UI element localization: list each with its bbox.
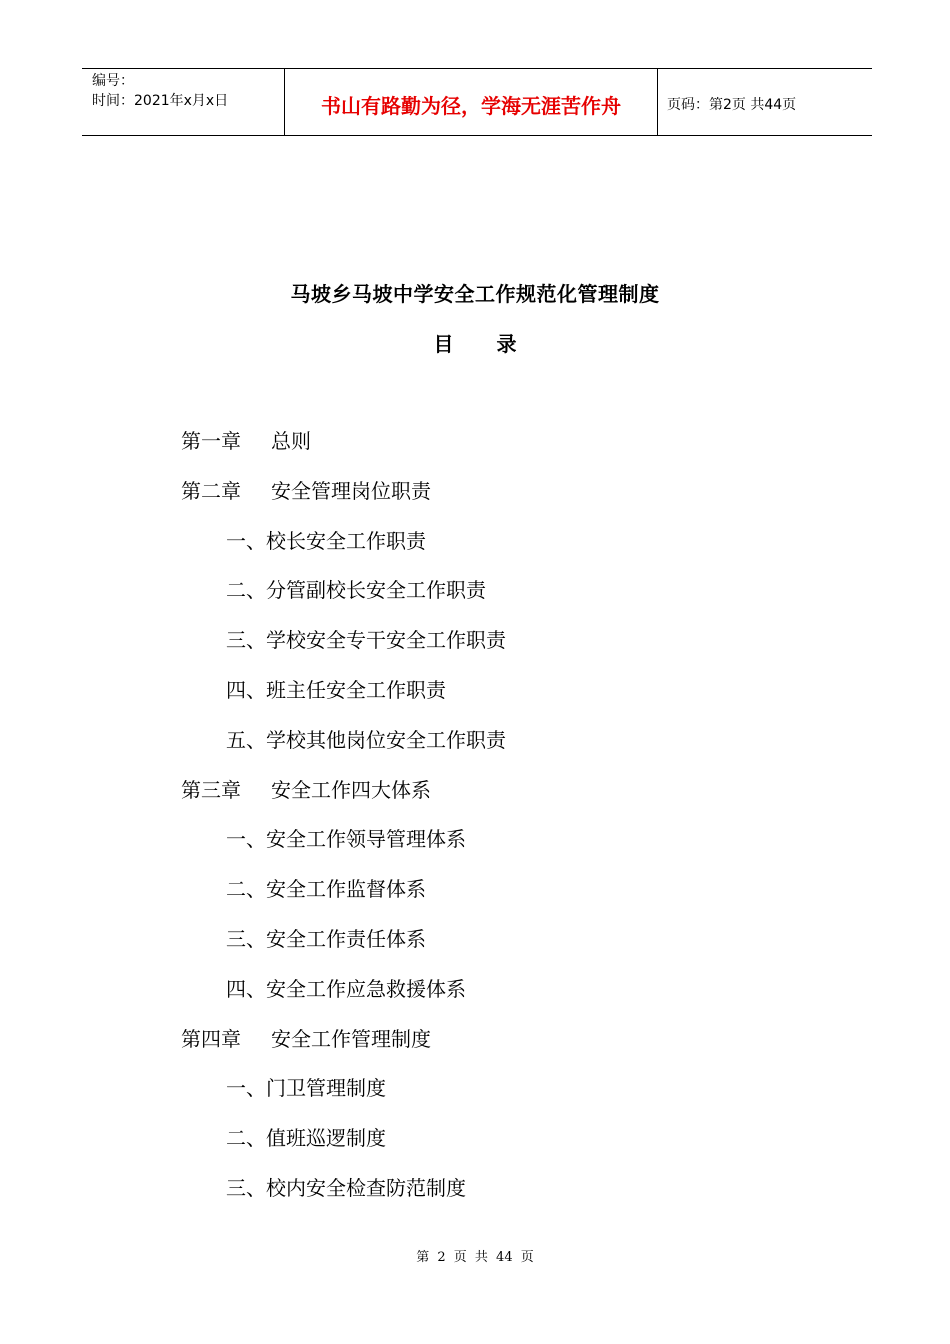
toc-chapter [0, 476, 950, 526]
page-header [82, 68, 872, 136]
toc-chapter-title: 总则 [271, 429, 311, 453]
toc-section: 二、分管副校长安全工作职责 [226, 578, 486, 603]
toc-section: 四、安全工作应急救援体系 [226, 976, 466, 1001]
document-title: 马坡乡马坡中学安全工作规范化管理制度 [290, 282, 660, 306]
toc-section: 三、安全工作责任体系 [226, 926, 426, 951]
toc-chapter [0, 775, 950, 825]
toc-section: 一、安全工作领导管理体系 [226, 827, 466, 852]
header-time: 时间：2021年x月x日 [92, 93, 229, 109]
toc-chapter [0, 426, 950, 476]
header-page-number: 页码：第2页 共44页 [667, 97, 797, 113]
toc-section: 四、班主任安全工作职责 [226, 677, 446, 702]
toc-section: 二、值班巡逻制度 [226, 1126, 386, 1151]
toc-chapter [0, 1024, 950, 1074]
toc-chapter-title: 安全工作管理制度 [271, 1026, 431, 1051]
toc-section: 一、校长安全工作职责 [226, 528, 426, 553]
toc-chapter-number: 第四章 [181, 1026, 241, 1051]
toc-heading: 目 录 [433, 332, 517, 356]
toc-section: 三、学校安全专干安全工作职责 [226, 628, 506, 653]
header-motto: 书山有路勤为径，学海无涯苦作舟 [284, 69, 658, 135]
page-footer: 第 2 页 共 44 页 [416, 1250, 534, 1265]
toc-section: 一、门卫管理制度 [226, 1076, 386, 1101]
toc-section: 五、学校其他岗位安全工作职责 [226, 727, 506, 752]
toc-section: 三、校内安全检查防范制度 [226, 1175, 466, 1200]
toc-chapter-number: 第二章 [181, 478, 241, 503]
header-number: 编号： [92, 73, 134, 89]
toc-section: 二、安全工作监督体系 [226, 877, 426, 902]
toc-chapter-title: 安全管理岗位职责 [271, 478, 431, 503]
table-of-contents [0, 426, 950, 1223]
toc-chapter-title: 安全工作四大体系 [271, 777, 431, 802]
toc-chapter-number: 第三章 [181, 777, 241, 802]
header-meta [82, 69, 284, 135]
toc-chapter-number: 第一章 [181, 429, 241, 453]
